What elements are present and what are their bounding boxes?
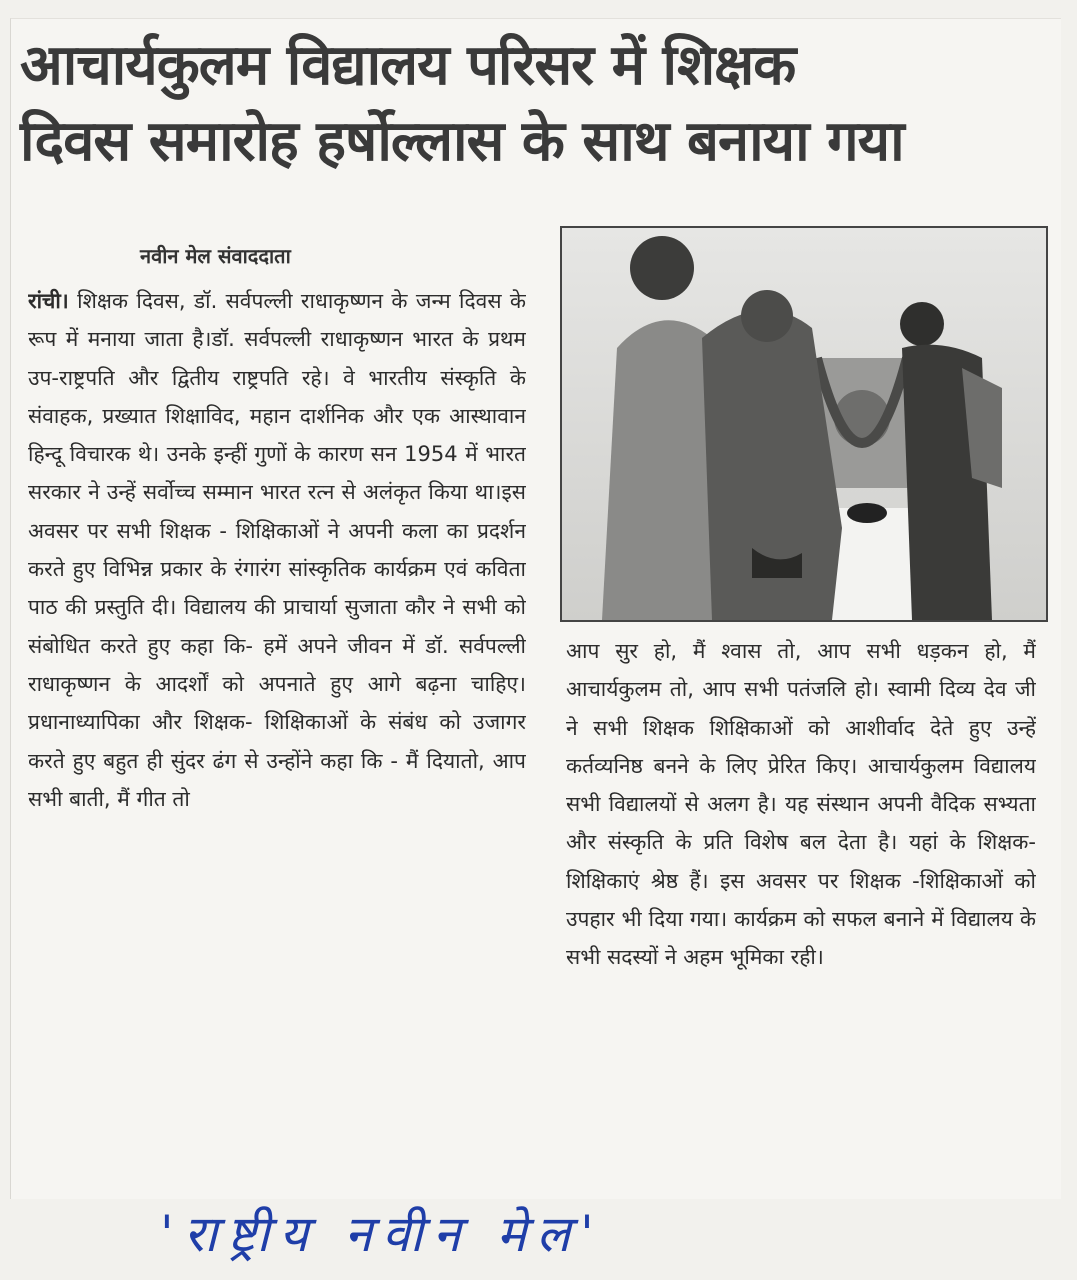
headline-line-2: दिवस समारोह हर्षोल्लास के साथ बनाया गया [20, 109, 904, 174]
handwritten-source-note: 'राष्ट्रीय नवीन मेल' [160, 1205, 604, 1263]
left-column-text: शिक्षक दिवस, डॉ. सर्वपल्ली राधाकृष्णन के जन्म दिवस के रूप में मनाया जाता है।डॉ. सर्वपल्ली राधाकृष्णन भारत के प्रथम उप-राष्ट्रपति और द्वितीय राष्ट्रपति रहे। वे भारतीय संस्कृति के संवाहक, प्रख्यात शिक्षाविद, महान दार्शनिक और एक आस्थावान हिन्दू विचारक थे। उनके इन्हीं गुणों के कारण सन 1954 में भारत सरकार ने उन्हें सर्वोच्च सम्मान भारत रत्न से अलंकृत किया था।इस अवसर पर सभी शिक्षक - शिक्षिकाओं ने अपनी कला का प्रदर्शन करते हुए विभिन्न प्रकार के रंगारंग सांस्कृतिक कार्यक्रम एवं कविता पाठ की प्रस्तुति दी। विद्यालय की प्राचार्या सुजाता कौर ने सभी को संबोधित करते हुए कहा कि- हमें अपने जीवन में डॉ. सर्वपल्ली राधाकृष्णन के आदर्शों को अपनाते हुए आगे बढ़ना चाहिए। प्रधानाध्यापिका और शिक्षक- शिक्षिकाओं के संबंध को उजागर करते हुए बहुत ही सुंदर ढंग से उन्होंने कहा कि - मैं दियातो, आप सभी बाती, मैं गीत तो [28, 289, 526, 811]
headline [20, 28, 1040, 180]
article-column-right: आप सुर हो, मैं श्वास तो, आप सभी धड़कन हो, मैं आचार्यकुलम तो, आप सभी पतंजलि हो। स्वामी दिव्य देव जी ने सभी शिक्षक शिक्षिकाओं को आशीर्वाद देते हुए उन्हें कर्तव्यनिष्ठ बनने के लिए प्रेरित किए। आचार्यकुलम विद्यालय सभी विद्यालयों से अलग है। यह संस्थान अपनी वैदिक सभ्यता और संस्कृति के प्रति विशेष बल देता है। यहां के शिक्षक-शिक्षिकाएं श्रेष्ठ हैं। इस अवसर पर शिक्षक -शिक्षिकाओं को उपहार भी दिया गया। कार्यक्रम को सफल बनाने में विद्यालय के सभी सदस्यों ने अहम भूमिका रही। [566, 639, 1036, 970]
byline: नवीन मेल संवाददाता [140, 244, 291, 268]
event-photo-image [562, 228, 1046, 620]
dateline: रांची। [28, 289, 69, 313]
headline-line-1: आचार्यकुलम विद्यालय परिसर में शिक्षक [20, 33, 796, 98]
article-column-left [28, 282, 526, 1142]
event-photo [560, 226, 1048, 622]
